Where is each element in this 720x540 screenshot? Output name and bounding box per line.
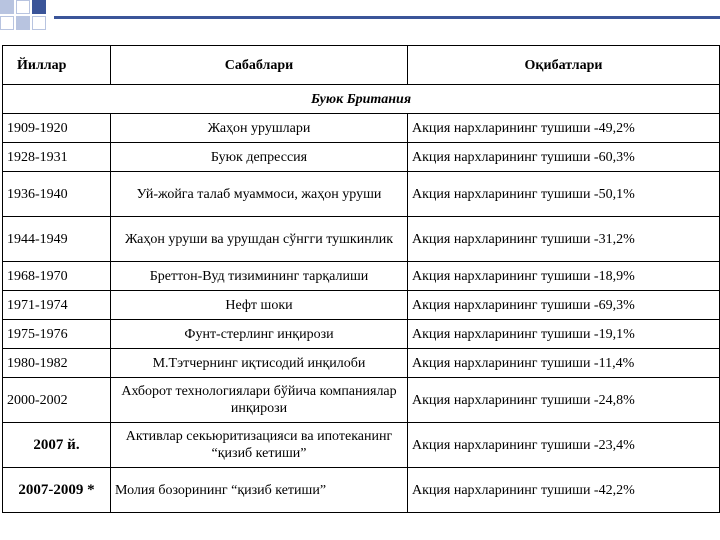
table-row: [3, 378, 720, 423]
cell-year: 1909-1920: [3, 114, 111, 143]
header-years: Йиллар: [3, 46, 111, 85]
cell-cause: Ахборот технологиялари бўйича компаниялар инқирози: [111, 378, 408, 423]
header-causes: Сабаблари: [111, 46, 408, 85]
table-row: [3, 114, 720, 143]
cell-year: 2007-2009 *: [3, 468, 111, 513]
country-row: [3, 85, 720, 114]
cell-effect: Акция нархларининг тушиши -50,1%: [408, 172, 720, 217]
cell-effect: Акция нархларининг тушиши -19,1%: [408, 320, 720, 349]
table-row: [3, 349, 720, 378]
cell-effect: Акция нархларининг тушиши -24,8%: [408, 378, 720, 423]
cell-effect: Акция нархларининг тушиши -31,2%: [408, 217, 720, 262]
cell-year: 2007 й.: [3, 423, 111, 468]
cell-year: 1971-1974: [3, 291, 111, 320]
cell-cause: М.Тэтчернинг иқтисодий инқилоби: [111, 349, 408, 378]
cell-effect: Акция нархларининг тушиши -49,2%: [408, 114, 720, 143]
cell-effect: Акция нархларининг тушиши -23,4%: [408, 423, 720, 468]
table-row: [3, 468, 720, 513]
header-accent-bar: [54, 16, 720, 19]
table-row: [3, 172, 720, 217]
cell-effect: Акция нархларининг тушиши -60,3%: [408, 143, 720, 172]
table-header-row: [3, 46, 720, 85]
cell-year: 1928-1931: [3, 143, 111, 172]
cell-cause: Молия бозорининг “қизиб кетиши”: [111, 468, 408, 513]
cell-effect: Акция нархларининг тушиши -11,4%: [408, 349, 720, 378]
crisis-table: [2, 45, 720, 513]
cell-cause: Жаҳон уруши ва урушдан сўнгги тушкинлик: [111, 217, 408, 262]
cell-cause: Буюк депрессия: [111, 143, 408, 172]
table-row: [3, 217, 720, 262]
table-row: [3, 320, 720, 349]
cell-year: 1975-1976: [3, 320, 111, 349]
cell-effect: Акция нархларининг тушиши -69,3%: [408, 291, 720, 320]
cell-year: 1980-1982: [3, 349, 111, 378]
corner-decoration: [0, 0, 60, 40]
table-row: [3, 291, 720, 320]
cell-cause: Бреттон-Вуд тизимининг тарқалиши: [111, 262, 408, 291]
header-consequences: Оқибатлари: [408, 46, 720, 85]
country-label: Буюк Британия: [3, 85, 720, 114]
cell-year: 1936-1940: [3, 172, 111, 217]
cell-year: 1944-1949: [3, 217, 111, 262]
table-row: [3, 423, 720, 468]
cell-cause: Жаҳон урушлари: [111, 114, 408, 143]
cell-effect: Акция нархларининг тушиши -18,9%: [408, 262, 720, 291]
cell-cause: Фунт-стерлинг инқирози: [111, 320, 408, 349]
cell-year: 2000-2002: [3, 378, 111, 423]
cell-cause: Нефт шоки: [111, 291, 408, 320]
cell-cause: Активлар секьюритизацияси ва ипотеканинг “қизиб кетиши”: [111, 423, 408, 468]
cell-effect: Акция нархларининг тушиши -42,2%: [408, 468, 720, 513]
cell-cause: Уй-жойга талаб муаммоси, жаҳон уруши: [111, 172, 408, 217]
table-row: [3, 262, 720, 291]
table-row: [3, 143, 720, 172]
cell-year: 1968-1970: [3, 262, 111, 291]
